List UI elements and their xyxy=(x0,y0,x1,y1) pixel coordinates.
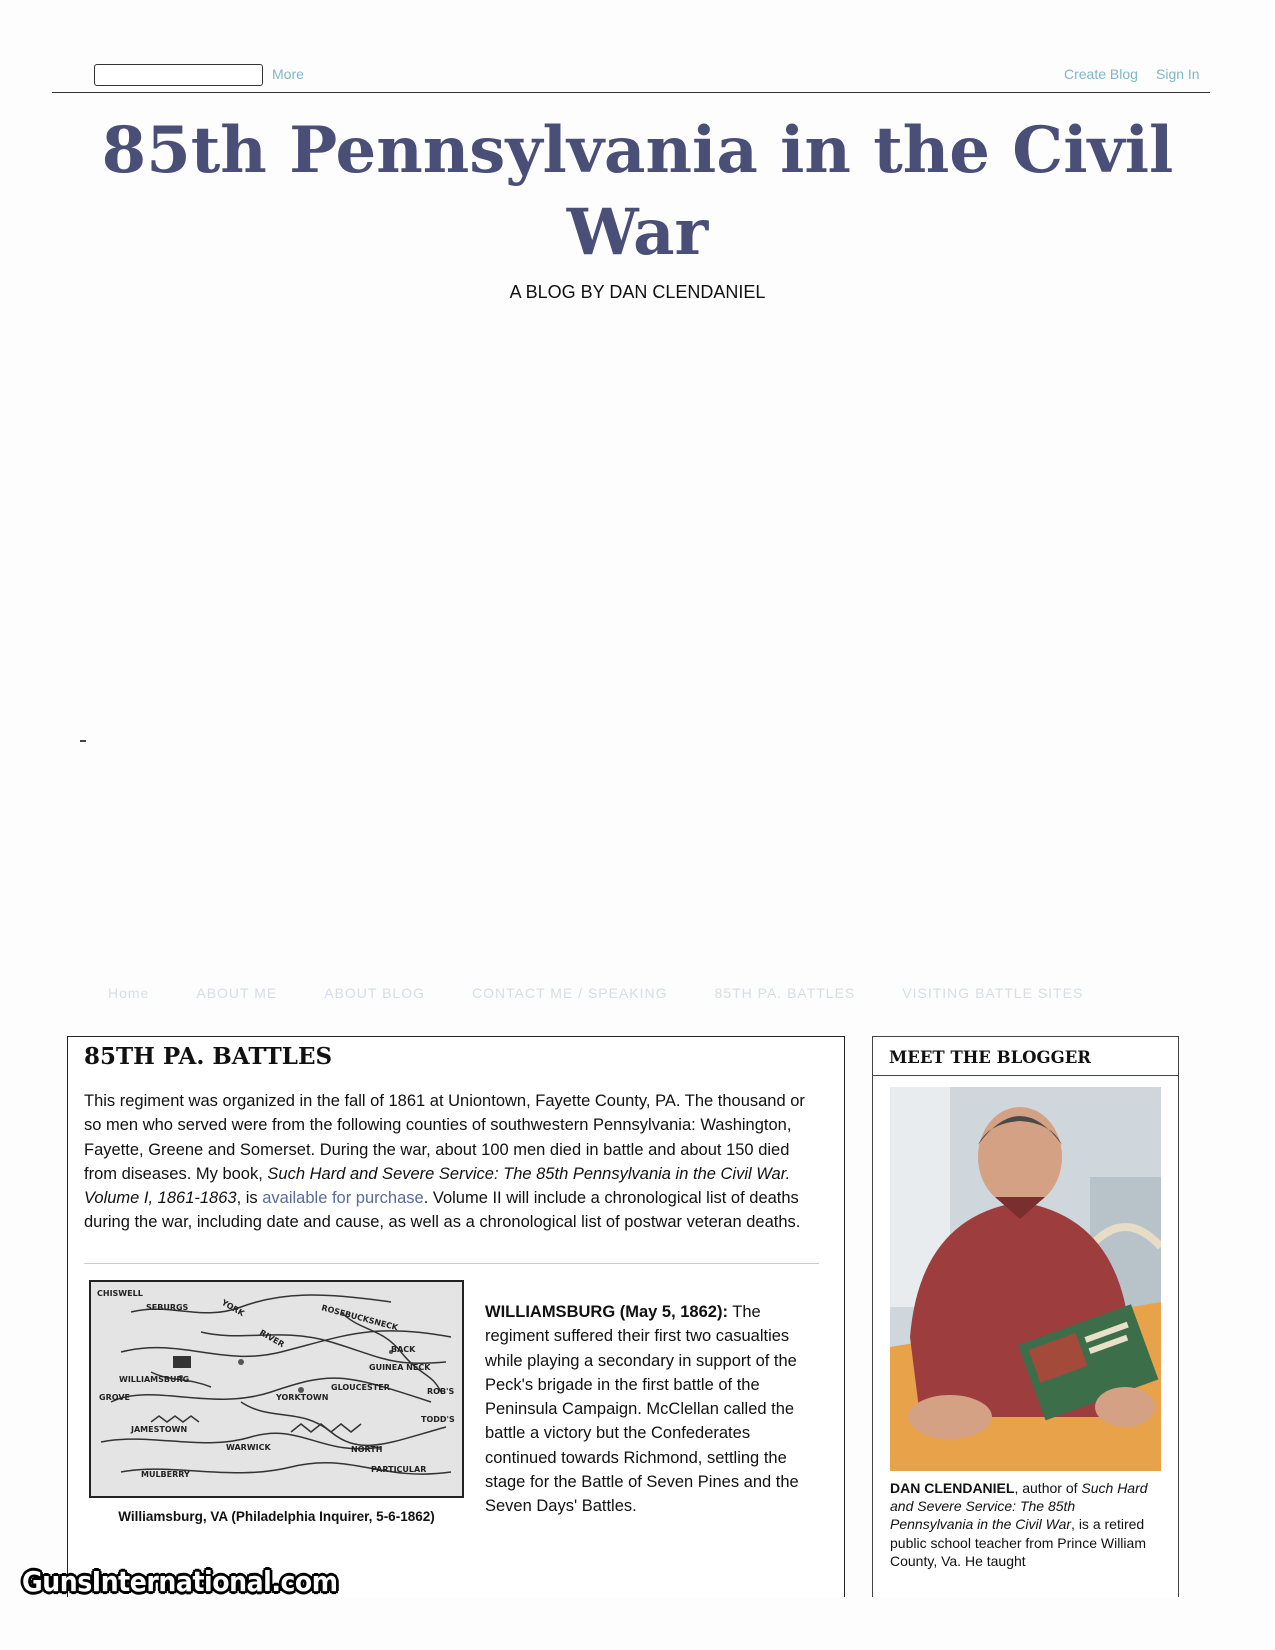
blogger-bio xyxy=(890,1479,1160,1570)
map-label-guinea-neck: GUINEA NECK xyxy=(369,1363,431,1372)
map-label-back: BACK xyxy=(391,1345,416,1354)
purchase-link[interactable]: available for purchase xyxy=(262,1189,424,1208)
main-content-panel xyxy=(67,1036,845,1597)
map-label-river: RIVER xyxy=(258,1327,286,1350)
more-link[interactable]: More xyxy=(272,66,304,82)
divider xyxy=(84,1263,819,1264)
map-label-yorktown: YORKTOWN xyxy=(276,1393,329,1402)
williamsburg-map-image xyxy=(89,1280,464,1498)
main-nav xyxy=(108,985,1083,1001)
sidebar-header: MEET THE BLOGGER xyxy=(873,1037,1178,1076)
nav-item-battles[interactable]: 85TH PA. BATTLES xyxy=(714,985,856,1001)
intro-text-2: , is xyxy=(236,1189,263,1208)
bio-book-title: Such Hard and Severe Service: The 85th Pennsylvania in the Civil War xyxy=(890,1480,1148,1533)
sign-in-link[interactable]: Sign In xyxy=(1156,66,1200,82)
nav-item-visiting-sites[interactable]: VISITING BATTLE SITES xyxy=(902,985,1084,1001)
nav-item-about-blog[interactable]: ABOUT BLOG xyxy=(324,985,426,1001)
nav-item-contact[interactable]: CONTACT ME / SPEAKING xyxy=(472,985,668,1001)
intro-paragraph xyxy=(84,1089,822,1235)
map-label-todds: TODD'S xyxy=(421,1415,455,1424)
map-label-chiswell: CHISWELL xyxy=(97,1289,143,1298)
map-drawing xyxy=(91,1282,462,1496)
map-label-gloucester: GLOUCESTER xyxy=(331,1383,390,1392)
nav-item-about-me[interactable]: ABOUT ME xyxy=(196,985,278,1001)
nav-item-home[interactable]: Home xyxy=(108,985,150,1001)
bio-text-1: , author of xyxy=(1014,1480,1082,1496)
create-blog-link[interactable]: Create Blog xyxy=(1064,66,1138,82)
blogger-photo-drawing xyxy=(890,1087,1161,1471)
watermark-logo: GunsInternational.com xyxy=(22,1565,338,1598)
williamsburg-paragraph xyxy=(485,1300,825,1519)
map-label-williamsburg: WILLIAMSBURG xyxy=(119,1375,190,1384)
blogger-name: DAN CLENDANIEL xyxy=(890,1480,1015,1496)
book-title: Such Hard and Severe Service: The 85th Pennsylvania in the Civil War. Volume I, 1861-1863 xyxy=(84,1164,791,1208)
search-input[interactable] xyxy=(94,64,263,86)
blog-subtitle: A BLOG BY DAN CLENDANIEL xyxy=(509,282,766,302)
map-label-jamestown: JAMESTOWN xyxy=(131,1425,188,1434)
battle-description: The regiment suffered their first two casualties while playing a secondary in support of the Peck's brigade in the first battle of the Peninsula Campaign. McClellan called the battle a victory but the Confederates continued towards Richmond, settling the stage for the Battle of Seven Pines and the Seven Days' Battles. xyxy=(485,1303,799,1516)
map-label-north: NORTH xyxy=(351,1445,383,1454)
blog-title[interactable]: 85th Pennsylvania in the Civil War xyxy=(101,113,1174,270)
map-label-grove: GROVE xyxy=(99,1393,130,1402)
top-navbar xyxy=(52,60,1210,93)
scan-mark xyxy=(80,740,86,742)
map-label-york: YORK xyxy=(220,1297,246,1319)
battle-heading: WILLIAMSBURG (May 5, 1862): xyxy=(485,1303,728,1321)
meet-blogger-sidebar xyxy=(872,1036,1179,1597)
intro-text-3: . Volume II will include a chronological list of deaths during the war, including date and cause, as well as a chronological list of postwar veteran deaths. xyxy=(84,1189,801,1232)
map-label-rosebucksneck: ROSEBUCKSNECK xyxy=(320,1303,399,1333)
intro-text-1: This regiment was organized in the fall of 1861 at Uniontown, Fayette County, PA. The thousand or so men who served were from the following counties of southwestern Pennsylvania: Washington, Fayette, Greene and Somerset. During the war, about 100 men died in battle and about 150 died from diseases. My book, xyxy=(84,1092,805,1183)
blogger-photo xyxy=(890,1087,1161,1471)
bio-text-2: , is a retired public school teacher from Prince William County, Va. He taught xyxy=(890,1516,1146,1569)
map-caption: Williamsburg, VA (Philadelphia Inquirer, 5-6-1862) xyxy=(118,1509,435,1524)
map-label-warwick: WARWICK xyxy=(226,1443,271,1452)
map-label-mulberry: MULBERRY xyxy=(141,1470,190,1479)
map-label-seburgs: SEBURGS xyxy=(146,1303,189,1312)
map-label-robs: ROB'S xyxy=(427,1387,455,1396)
map-label-particular: PARTICULAR xyxy=(371,1465,427,1474)
section-title: 85TH PA. BATTLES xyxy=(84,1043,333,1070)
